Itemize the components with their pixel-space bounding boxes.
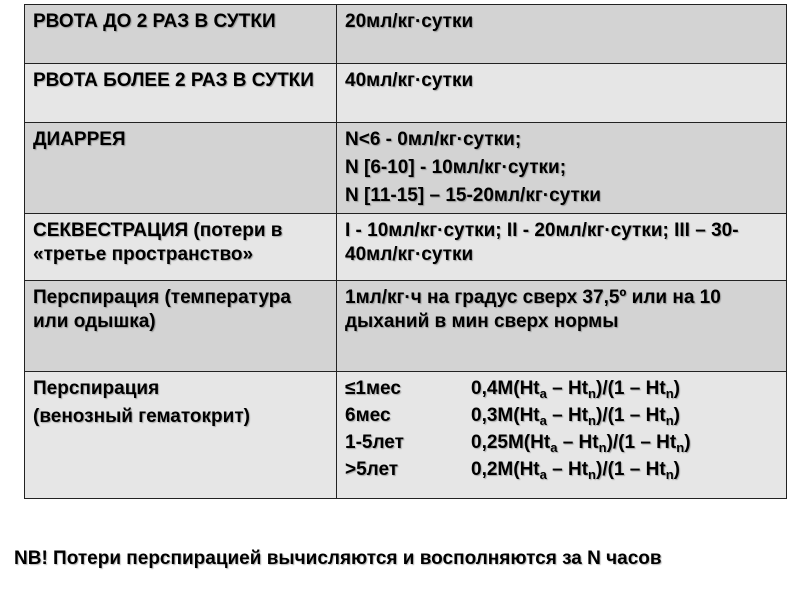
formula-line — [345, 404, 778, 428]
row-label — [25, 372, 337, 499]
table-row — [25, 372, 787, 499]
hematocrit-formula-list — [337, 372, 787, 499]
row-value: 20мл/кг·сутки — [337, 5, 787, 64]
row-value-list — [337, 123, 787, 214]
age-group: >5лет — [345, 459, 399, 480]
row-label: ДИАРРЕЯ — [25, 123, 337, 214]
diarrhea-rate-line: N<6 - 0мл/кг·сутки; — [345, 129, 522, 150]
table-row — [25, 281, 787, 372]
formula: $0,4М(Ht_a - Ht_n)/(1 - Ht_n)$ — [471, 378, 680, 401]
age-group: ≤1мес — [345, 378, 401, 399]
diarrhea-rate-line: N [6-10] - 10мл/кг·сутки; — [345, 157, 567, 178]
fluid-loss-table — [24, 4, 787, 499]
diarrhea-rate-line: N [11-15] – 15-20мл/кг·сутки — [345, 185, 601, 206]
row-value: I - 10мл/кг·сутки; II - 20мл/кг·сутки; III – 30-40мл/кг·сутки — [337, 214, 787, 281]
formula-line — [345, 377, 778, 401]
row-label — [25, 214, 337, 281]
row-label: РВОТА БОЛЕЕ 2 РАЗ В СУТКИ — [25, 64, 337, 123]
formula-line — [345, 458, 778, 482]
formula-line — [345, 431, 778, 455]
row-value: 1мл/кг·ч на градус сверх 37,5º или на 10 дыханий в мин сверх нормы — [337, 281, 787, 372]
table-row — [25, 64, 787, 123]
row-value: 40мл/кг·сутки — [337, 64, 787, 123]
age-group: 1-5лет — [345, 432, 404, 453]
row-label-line: Перспирация — [33, 378, 160, 399]
age-group: 6мес — [345, 405, 391, 426]
row-label-line: (венозный гематокрит) — [33, 406, 250, 427]
footnote: NB! Потери перспирацией вычисляются и восполняются за N часов — [14, 548, 662, 569]
formula: $0,3М(Ht_a - Ht_n)/(1 - Ht_n)$ — [471, 405, 680, 428]
row-label: РВОТА ДО 2 РАЗ В СУТКИ — [25, 5, 337, 64]
row-label: Перспирация (температура или одышка) — [25, 281, 337, 372]
table-row — [25, 214, 787, 281]
row-label-rest: (потери в «третье пространство» — [33, 220, 283, 265]
formula: $0,2М(Ht_a - Ht_n)/(1 - Ht_n)$ — [471, 459, 680, 482]
formula: $0,25М(Ht_a - Ht_n)/(1 - Ht_n)$ — [471, 432, 691, 455]
row-label-main: СЕКВЕСТРАЦИЯ — [33, 220, 189, 241]
table-row — [25, 5, 787, 64]
table-row — [25, 123, 787, 214]
